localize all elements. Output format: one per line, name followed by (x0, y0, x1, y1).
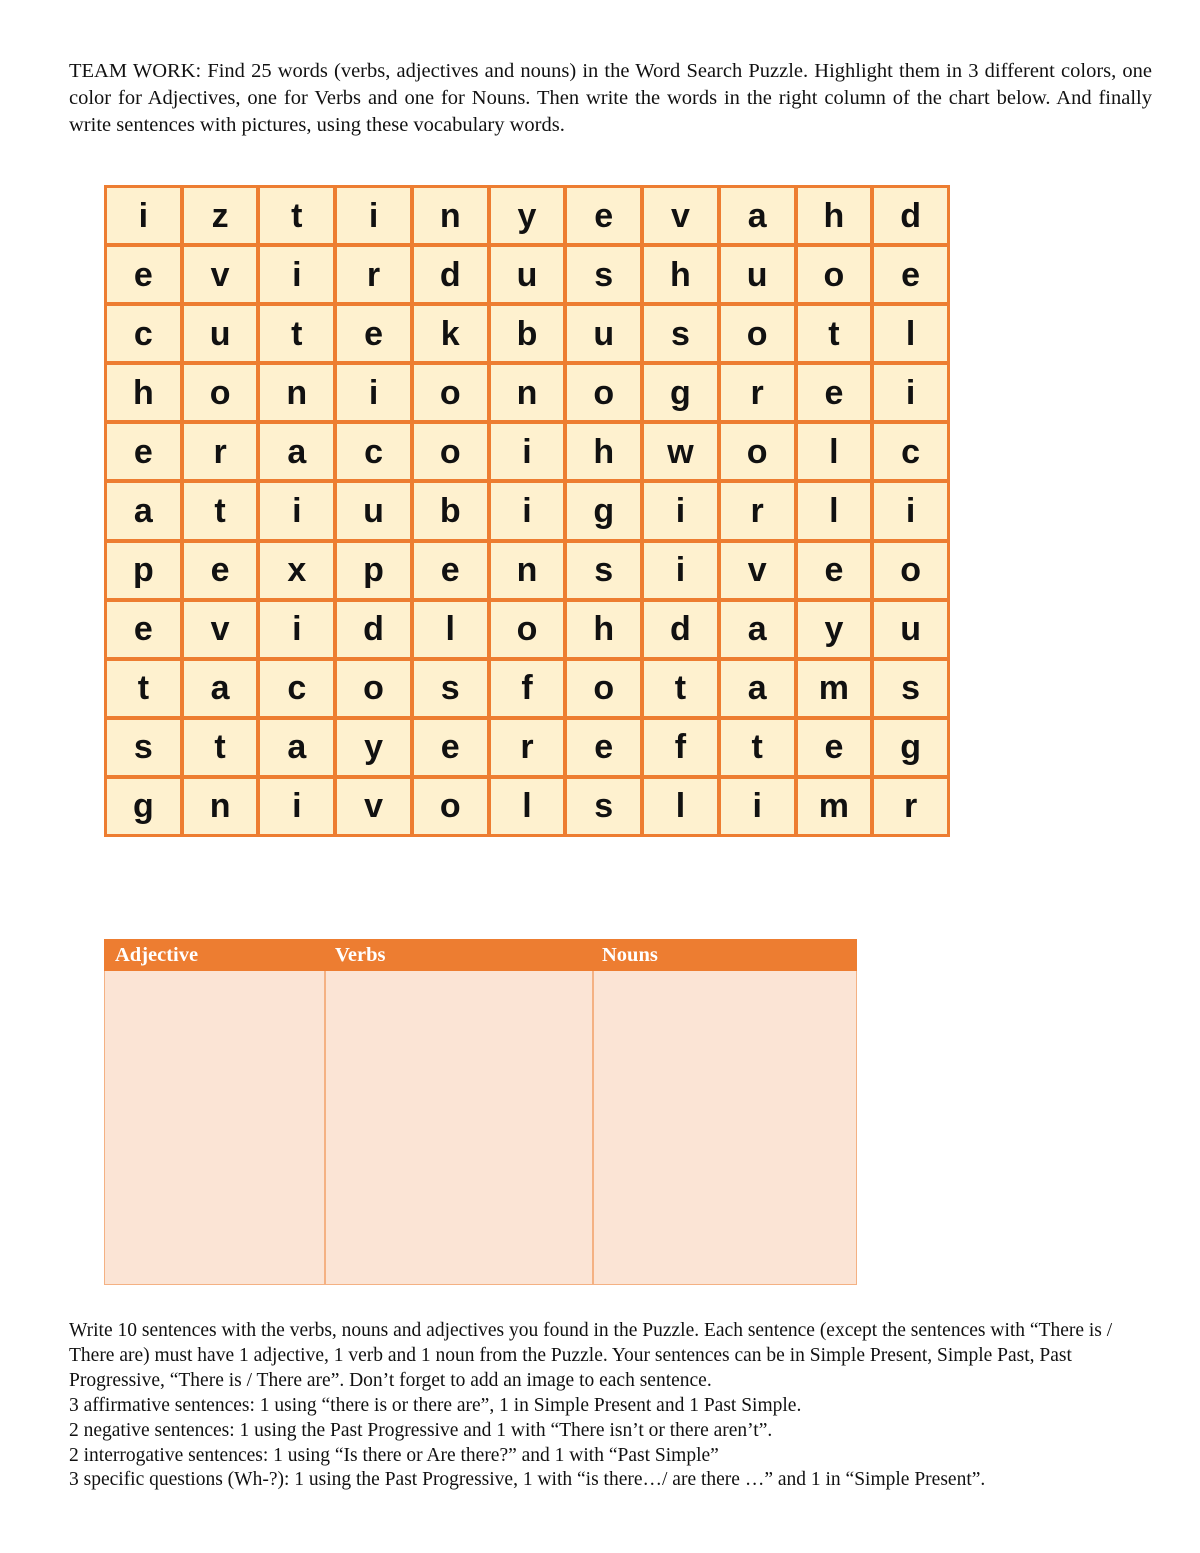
puzzle-cell[interactable]: e (414, 543, 487, 598)
puzzle-cell[interactable]: t (184, 720, 257, 775)
puzzle-cell[interactable]: o (414, 365, 487, 420)
puzzle-cell[interactable]: u (184, 306, 257, 361)
puzzle-cell[interactable]: e (184, 543, 257, 598)
instructions-paragraph: Write 10 sentences with the verbs, nouns and adjectives you found in the Puzzle. Each sentence (except the sentences with “There is / There are) must have 1 adjective, 1 verb and 1 noun from the Puzzle. Your sentences can be in Simple Present, Simple Past, Past Progressive, “There is / There are”. Don’t forget to add an image to each sentence. (69, 1320, 1113, 1391)
puzzle-cell[interactable]: i (644, 483, 717, 538)
puzzle-cell[interactable]: n (491, 543, 564, 598)
puzzle-cell[interactable]: v (644, 188, 717, 243)
instruction-line: 2 interrogative sentences: 1 using “Is there or Are there?” and 1 with “Past Simple” (69, 1444, 719, 1466)
puzzle-cell[interactable]: r (491, 720, 564, 775)
puzzle-cell[interactable]: d (644, 602, 717, 657)
vocabulary-chart (104, 939, 857, 1285)
puzzle-cell[interactable]: u (337, 483, 410, 538)
puzzle-cell[interactable]: d (414, 247, 487, 302)
puzzle-cell[interactable]: s (567, 247, 640, 302)
puzzle-cell[interactable]: h (107, 365, 180, 420)
puzzle-cell[interactable]: l (644, 779, 717, 834)
puzzle-cell[interactable]: i (337, 188, 410, 243)
puzzle-cell[interactable]: s (874, 661, 947, 716)
puzzle-cell[interactable]: w (644, 424, 717, 479)
chart-header-row (104, 939, 857, 971)
puzzle-cell[interactable]: i (260, 602, 333, 657)
puzzle-cell[interactable]: u (874, 602, 947, 657)
puzzle-cell[interactable]: t (184, 483, 257, 538)
puzzle-cell[interactable]: r (184, 424, 257, 479)
puzzle-cell[interactable]: e (567, 188, 640, 243)
puzzle-cell[interactable]: l (798, 483, 871, 538)
puzzle-cell[interactable]: i (874, 365, 947, 420)
puzzle-cell[interactable]: i (337, 365, 410, 420)
puzzle-cell[interactable]: c (337, 424, 410, 479)
chart-body-row (104, 971, 857, 1285)
puzzle-cell[interactable]: b (414, 483, 487, 538)
chart-header-adjective: Adjective (115, 944, 199, 966)
puzzle-cell[interactable]: r (721, 365, 794, 420)
puzzle-cell[interactable]: o (184, 365, 257, 420)
puzzle-cell[interactable]: x (260, 543, 333, 598)
nouns-answer-cell[interactable] (592, 971, 856, 1284)
puzzle-cell[interactable]: k (414, 306, 487, 361)
puzzle-cell[interactable]: s (567, 779, 640, 834)
puzzle-cell[interactable]: e (107, 424, 180, 479)
instruction-line: 2 negative sentences: 1 using the Past Progressive and 1 with “There isn’t or there aren’t”. (69, 1419, 773, 1441)
puzzle-cell[interactable]: o (567, 365, 640, 420)
puzzle-cell[interactable]: f (491, 661, 564, 716)
puzzle-cell[interactable]: e (798, 365, 871, 420)
puzzle-cell[interactable]: p (107, 543, 180, 598)
puzzle-cell[interactable]: n (260, 365, 333, 420)
puzzle-cell[interactable]: a (107, 483, 180, 538)
puzzle-cell[interactable]: d (874, 188, 947, 243)
puzzle-cell[interactable]: e (107, 247, 180, 302)
puzzle-cell[interactable]: t (260, 188, 333, 243)
puzzle-cell[interactable]: m (798, 661, 871, 716)
puzzle-cell[interactable]: v (721, 543, 794, 598)
puzzle-cell[interactable]: o (567, 661, 640, 716)
instructions-block (69, 1319, 1159, 1493)
puzzle-cell[interactable]: o (337, 661, 410, 716)
puzzle-cell[interactable]: t (260, 306, 333, 361)
puzzle-cell[interactable]: t (644, 661, 717, 716)
puzzle-cell[interactable]: d (337, 602, 410, 657)
puzzle-cell[interactable]: m (798, 779, 871, 834)
chart-header-nouns: Nouns (602, 944, 658, 966)
puzzle-cell[interactable]: p (337, 543, 410, 598)
puzzle-cell[interactable]: i (260, 483, 333, 538)
puzzle-cell[interactable]: r (721, 483, 794, 538)
puzzle-cell[interactable]: u (567, 306, 640, 361)
puzzle-cell[interactable]: g (644, 365, 717, 420)
puzzle-cell[interactable]: e (798, 543, 871, 598)
puzzle-cell[interactable]: e (337, 306, 410, 361)
puzzle-cell[interactable]: v (337, 779, 410, 834)
puzzle-cell[interactable]: a (184, 661, 257, 716)
puzzle-cell[interactable]: s (644, 306, 717, 361)
puzzle-cell[interactable]: i (107, 188, 180, 243)
puzzle-cell[interactable]: o (721, 424, 794, 479)
puzzle-cell[interactable]: a (260, 720, 333, 775)
puzzle-cell[interactable]: o (491, 602, 564, 657)
intro-paragraph: TEAM WORK: Find 25 words (verbs, adjectives and nouns) in the Word Search Puzzle. Highlight them in 3 different colors, one color for Adjectives, one for Verbs and one for Nouns. Then write the words in the right column of the chart below. And finally write sentences with pictures, using these vocabulary words. (69, 60, 1152, 136)
puzzle-cell[interactable]: c (260, 661, 333, 716)
puzzle-cell[interactable]: i (721, 779, 794, 834)
puzzle-cell[interactable]: i (874, 483, 947, 538)
puzzle-cell[interactable]: v (184, 247, 257, 302)
puzzle-cell[interactable]: a (721, 661, 794, 716)
puzzle-cell[interactable]: t (798, 306, 871, 361)
puzzle-cell[interactable]: l (798, 424, 871, 479)
puzzle-cell[interactable]: i (644, 543, 717, 598)
puzzle-cell[interactable]: n (414, 188, 487, 243)
puzzle-cell[interactable]: a (260, 424, 333, 479)
word-search-grid (104, 185, 950, 837)
puzzle-cell[interactable]: e (798, 720, 871, 775)
puzzle-cell[interactable]: i (491, 483, 564, 538)
adjective-answer-cell[interactable] (105, 971, 324, 1284)
puzzle-cell[interactable]: a (721, 188, 794, 243)
puzzle-cell[interactable]: t (107, 661, 180, 716)
puzzle-cell[interactable]: g (874, 720, 947, 775)
puzzle-cell[interactable]: o (414, 779, 487, 834)
puzzle-cell[interactable]: h (567, 602, 640, 657)
puzzle-cell[interactable]: g (567, 483, 640, 538)
puzzle-cell[interactable]: i (260, 779, 333, 834)
puzzle-cell[interactable]: n (491, 365, 564, 420)
puzzle-cell[interactable]: n (184, 779, 257, 834)
puzzle-cell[interactable]: r (337, 247, 410, 302)
puzzle-cell[interactable]: o (798, 247, 871, 302)
puzzle-cell[interactable]: b (491, 306, 564, 361)
puzzle-cell[interactable]: f (644, 720, 717, 775)
puzzle-cell[interactable]: h (567, 424, 640, 479)
puzzle-cell[interactable]: a (721, 602, 794, 657)
puzzle-cell[interactable]: z (184, 188, 257, 243)
chart-header-verbs: Verbs (335, 944, 386, 966)
puzzle-cell[interactable]: l (874, 306, 947, 361)
puzzle-cell[interactable]: g (107, 779, 180, 834)
puzzle-cell[interactable]: c (874, 424, 947, 479)
puzzle-cell[interactable]: h (644, 247, 717, 302)
puzzle-cell[interactable]: t (721, 720, 794, 775)
puzzle-cell[interactable]: e (567, 720, 640, 775)
puzzle-cell[interactable]: r (874, 779, 947, 834)
puzzle-cell[interactable]: e (107, 602, 180, 657)
puzzle-cell[interactable]: i (260, 247, 333, 302)
puzzle-cell[interactable]: l (414, 602, 487, 657)
puzzle-cell[interactable]: s (107, 720, 180, 775)
puzzle-cell[interactable]: v (184, 602, 257, 657)
puzzle-cell[interactable]: u (721, 247, 794, 302)
puzzle-cell[interactable]: h (798, 188, 871, 243)
puzzle-cell[interactable]: y (491, 188, 564, 243)
puzzle-cell[interactable]: u (491, 247, 564, 302)
puzzle-cell[interactable]: e (414, 720, 487, 775)
puzzle-cell[interactable]: l (491, 779, 564, 834)
puzzle-cell[interactable]: y (337, 720, 410, 775)
verbs-answer-cell[interactable] (324, 971, 591, 1284)
instruction-line: 3 specific questions (Wh-?): 1 using the Past Progressive, 1 with “is there…/ are there …” and 1 in “Simple Present”. (69, 1469, 986, 1491)
puzzle-cell[interactable]: c (107, 306, 180, 361)
puzzle-cell[interactable]: s (567, 543, 640, 598)
puzzle-cell[interactable]: s (414, 661, 487, 716)
puzzle-cell[interactable]: o (721, 306, 794, 361)
puzzle-cell[interactable]: o (874, 543, 947, 598)
puzzle-cell[interactable]: y (798, 602, 871, 657)
puzzle-cell[interactable]: i (491, 424, 564, 479)
instruction-line: 3 affirmative sentences: 1 using “there is or there are”, 1 in Simple Present and 1 Past Simple. (69, 1394, 802, 1416)
puzzle-cell[interactable]: e (874, 247, 947, 302)
puzzle-cell[interactable]: o (414, 424, 487, 479)
